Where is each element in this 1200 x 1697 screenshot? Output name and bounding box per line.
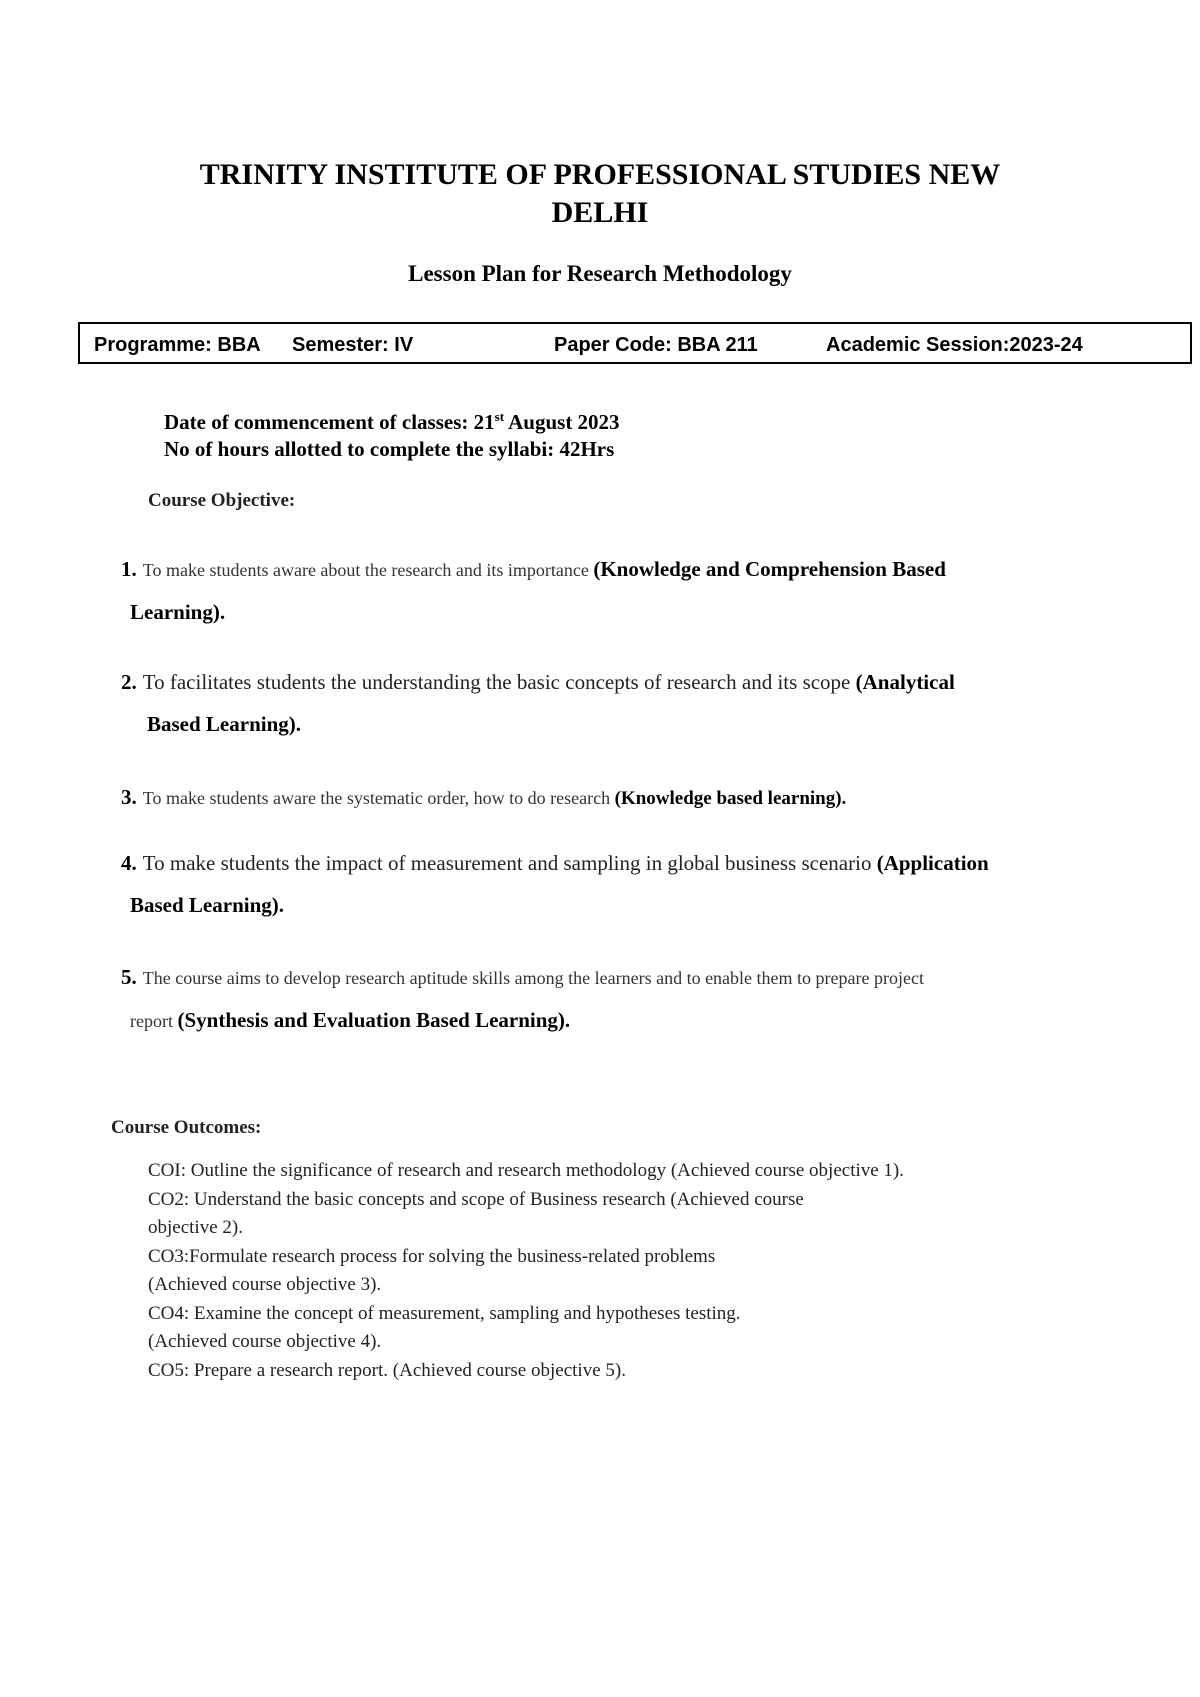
outcome-line: CO3:Formulate research process for solving the business-related problems — [148, 1245, 716, 1267]
outcome-line: (Achieved course objective 3). — [148, 1274, 382, 1295]
commencement-date: Date of commencement of classes: 21st August 2023 — [164, 409, 620, 434]
course-objective-heading: Course Objective: — [148, 490, 296, 511]
academic-session-label: Academic Session:2023-24 — [826, 334, 1083, 356]
objective-item-2: 2. To facilitates students the understanding the basic concepts of research and its scope (Analytical Based Learning). — [121, 670, 955, 736]
outcome-line: objective 2). — [148, 1217, 243, 1238]
outcome-line: CO2: Understand the basic concepts and scope of Business research (Achieved course — [148, 1188, 804, 1210]
course-info-box — [78, 322, 1192, 364]
objective-item-4: 4. To make students the impact of measurement and sampling in global business scenario (Application Based Learning). — [121, 851, 989, 917]
semester-label: Semester: IV — [292, 334, 414, 356]
objective-item-1: 1. To make students aware about the research and its importance (Knowledge and Comprehension Based Learning). — [121, 557, 946, 624]
page-title-line-2: DELHI — [551, 196, 649, 229]
objective-item-5: 5. The course aims to develop research aptitude skills among the learners and to enable them to prepare project report (Synthesis and Evaluation Based Learning). — [121, 965, 924, 1032]
programme-label: Programme: BBA — [94, 334, 261, 356]
page-title-line-1: TRINITY INSTITUTE OF PROFESSIONAL STUDIES NEW — [199, 158, 1001, 191]
outcome-line: CO4: Examine the concept of measurement, sampling and hypotheses testing. — [148, 1302, 741, 1324]
course-outcomes-list — [148, 1157, 1108, 1385]
paper-code-label: Paper Code: BBA 211 — [554, 334, 758, 356]
objective-item-3: 3. To make students aware the systematic order, how to do research (Knowledge based learning). — [121, 785, 847, 809]
schedule-block — [164, 403, 620, 463]
course-outcomes-heading: Course Outcomes: — [111, 1117, 262, 1138]
outcome-line: (Achieved course objective 4). — [148, 1331, 382, 1352]
outcome-line: CO5: Prepare a research report. (Achieved course objective 5). — [148, 1359, 626, 1381]
outcome-line: COI: Outline the significance of research and research methodology (Achieved course objective 1). — [148, 1160, 905, 1181]
page-subtitle: Lesson Plan for Research Methodology — [408, 261, 792, 286]
hours-allotted: No of hours allotted to complete the syllabi: 42Hrs — [164, 437, 615, 461]
